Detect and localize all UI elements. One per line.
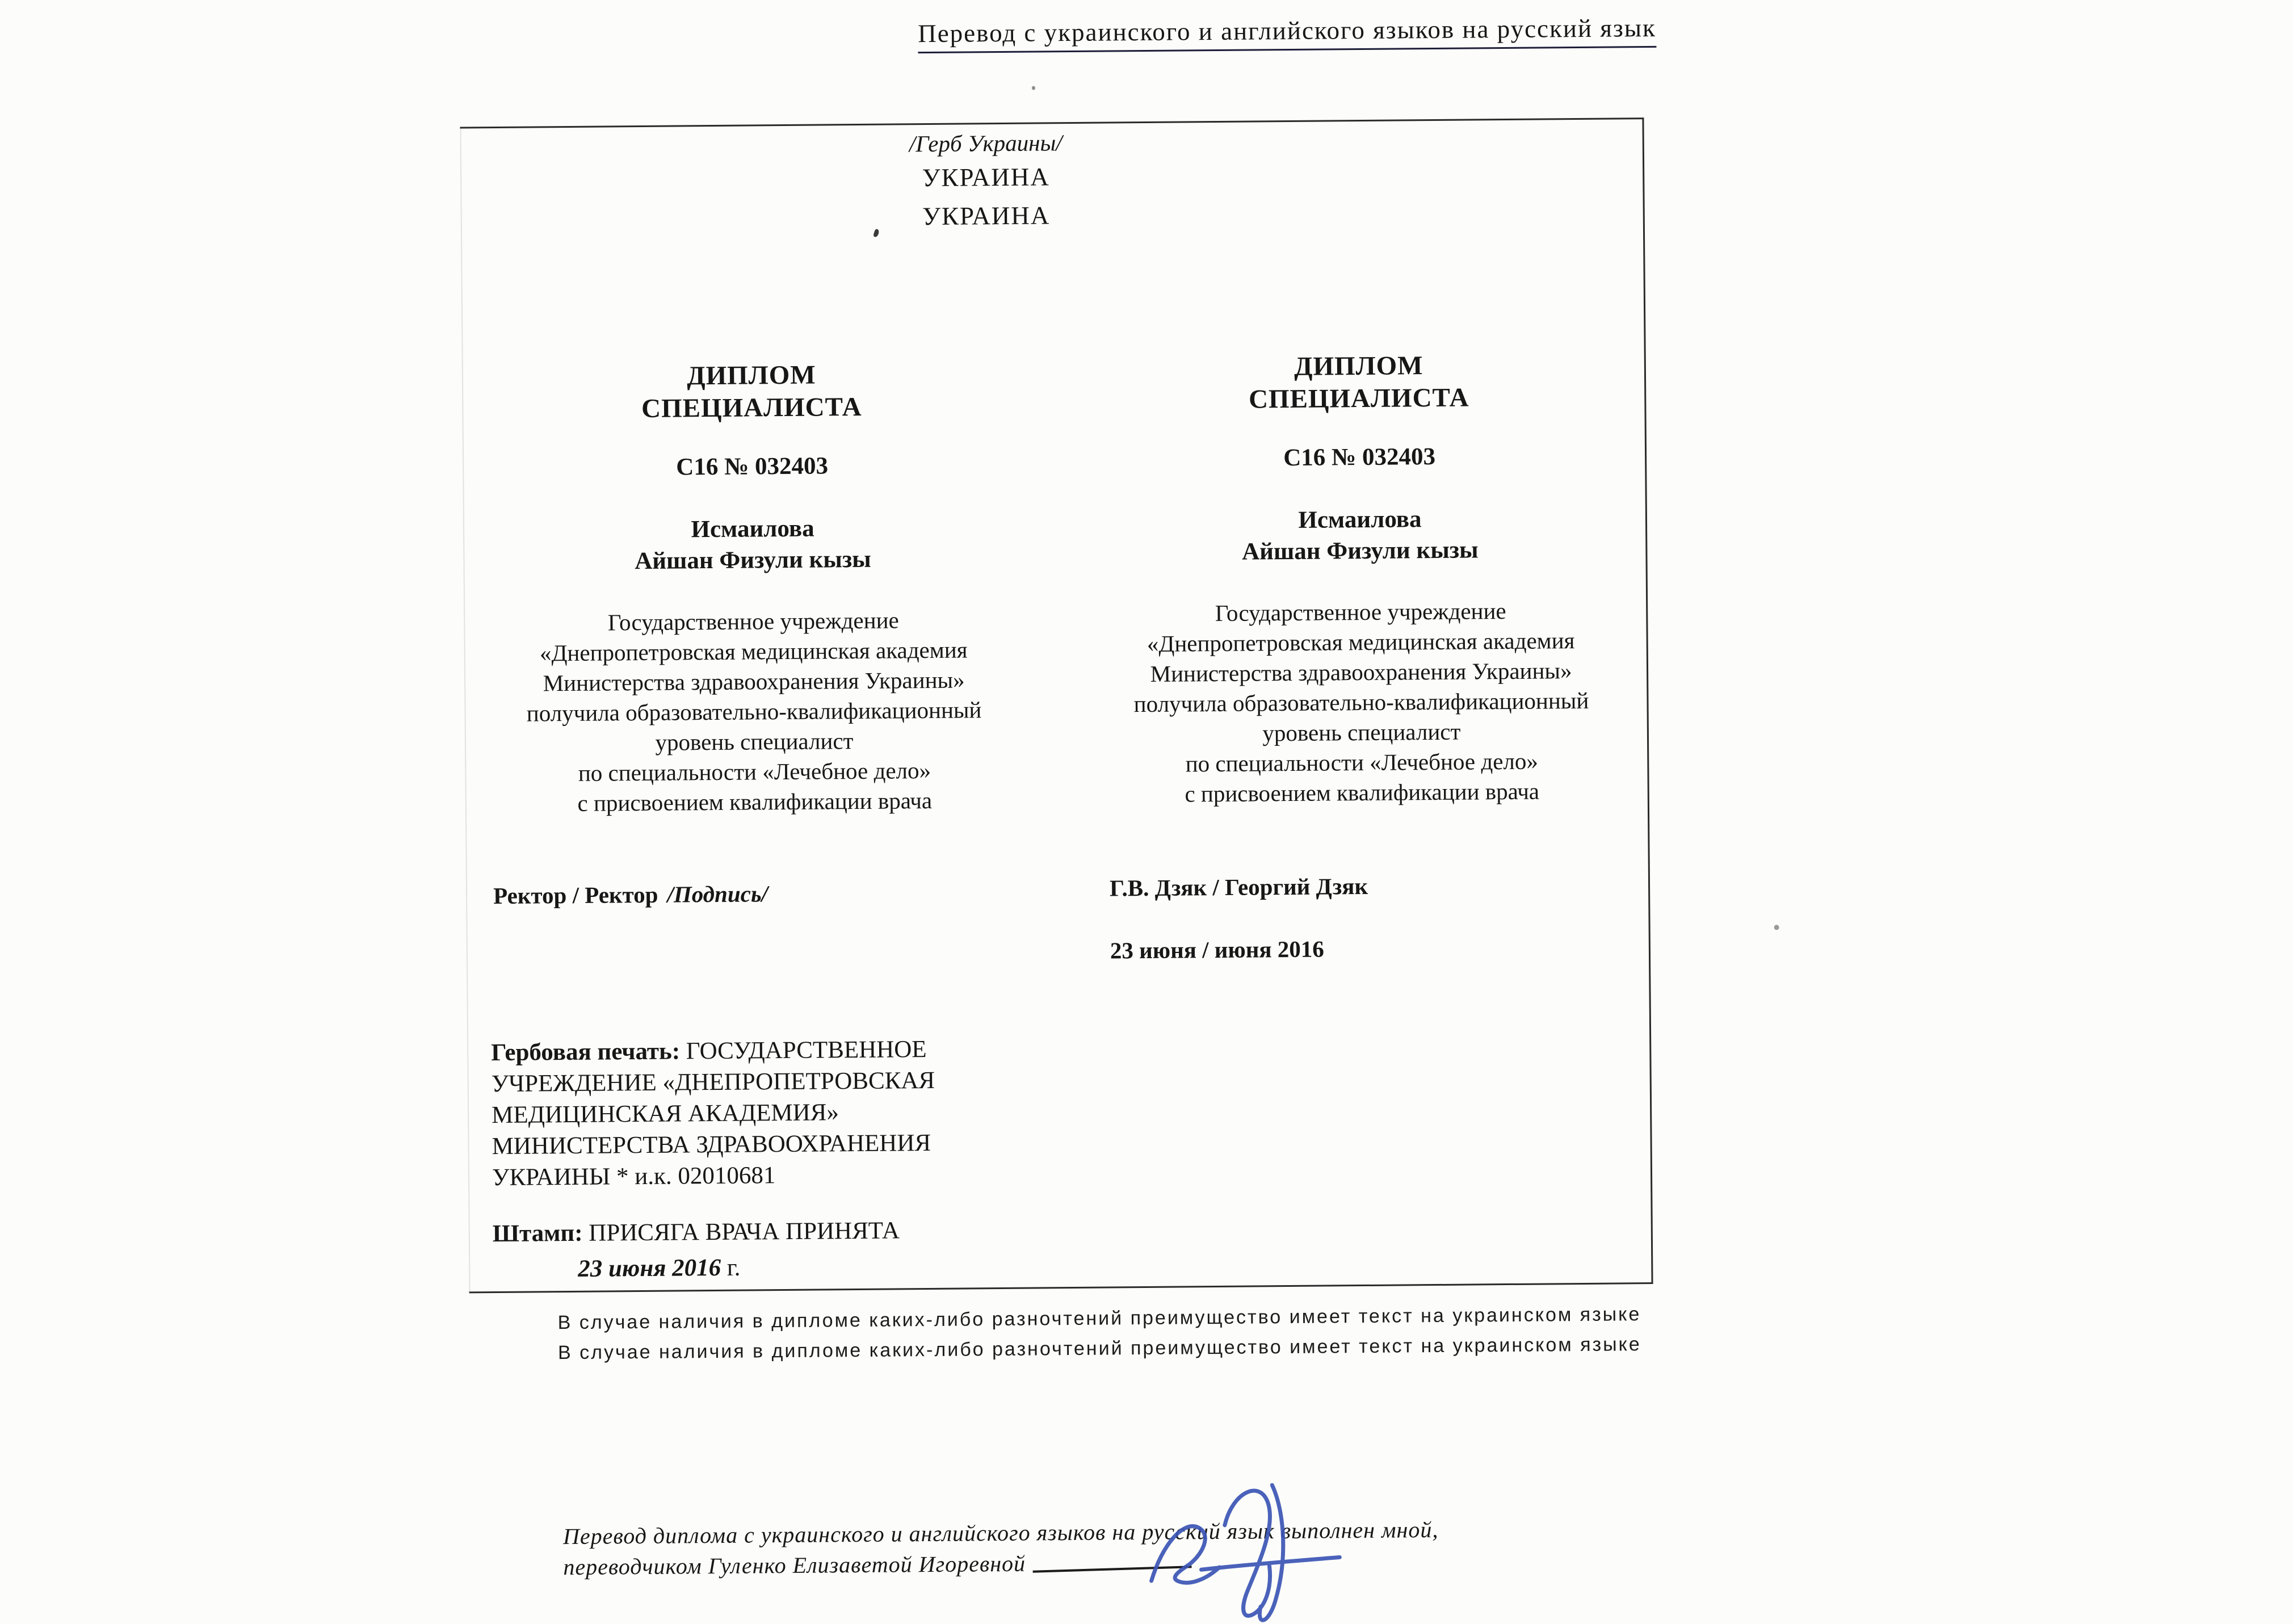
diploma-body-text: [498, 605, 1010, 819]
disclaimer-line2: В случае наличия в дипломе каких-либо разночтений преимущество имеет текст на украинском языке: [557, 1333, 1641, 1364]
attestation-line1: Перевод диплома с украинского и английского языков на русский язык выполнен мной,: [562, 1516, 1439, 1550]
body-line: Министерства здравоохранения Украины»: [543, 666, 965, 696]
stamp-line1: Штамп: ПРИСЯГА ВРАЧА ПРИНЯТА: [492, 1217, 900, 1248]
disclaimer-line1: В случае наличия в дипломе каких-либо разночтений преимущество имеет текст на украинском языке: [557, 1303, 1641, 1334]
body-line: Государственное учреждение: [1215, 598, 1506, 627]
diploma-title: [496, 358, 1007, 426]
body-line: «Днепропетровская медицинская академия: [539, 636, 968, 666]
diploma-title-line1: ДИПЛОМ: [687, 360, 816, 391]
seal-label: Гербовая печать:: [491, 1038, 681, 1067]
graduate-given-names: Айшан Физули кызы: [635, 545, 871, 575]
issue-date-line: 23 июня / июня 2016: [1110, 935, 1325, 964]
coat-of-arms-block: [816, 128, 1157, 232]
official-seal-transcription: [491, 1033, 1026, 1193]
seal-line: УКРАИНЫ * и.к. 02010681: [492, 1162, 776, 1191]
attestation-line2: переводчиком Гуленко Елизаветой Игоревной: [563, 1545, 1439, 1583]
body-line: уровень специалист: [655, 728, 854, 756]
body-line: по специальности «Лечебное дело»: [578, 757, 931, 786]
body-line: с присвоением квалификации врача: [1185, 778, 1540, 807]
diploma-title-line1: ДИПЛОМ: [1294, 351, 1423, 381]
body-line: получила образовательно-квалификационный: [526, 696, 982, 727]
stamp-transcription: [493, 1216, 900, 1283]
diploma-body-text: [1105, 595, 1618, 809]
graduate-name: [497, 511, 1009, 578]
body-line: получила образовательно-квалификационный: [1133, 687, 1589, 717]
coat-of-arms-note: /Герб Украины/: [909, 129, 1062, 157]
body-line: уровень специалист: [1262, 718, 1461, 746]
rector-name-line: Г.В. Дзяк / Георгий Дзяк: [1109, 872, 1368, 901]
translation-header: Перевод с украинского и английского языков на русский язык: [918, 13, 1656, 53]
body-line: Министерства здравоохранения Украины»: [1150, 657, 1572, 687]
stamp-line2: 23 июня 2016 г.: [578, 1254, 741, 1282]
graduate-name: [1104, 502, 1616, 568]
stamp-date: 23 июня 2016: [578, 1254, 721, 1282]
translator-attestation: [563, 1514, 1439, 1583]
signature-blank-line: [1032, 1560, 1191, 1573]
diploma-title-line2: СПЕЦИАЛИСТА: [641, 392, 862, 423]
seal-line: МИНИСТЕРСТВА ЗДРАВООХРАНЕНИЯ: [492, 1130, 931, 1160]
seal-line: Гербовая печать: ГОСУДАРСТВЕННОЕ: [491, 1036, 927, 1067]
signature-placeholder-note: /Подпись/: [667, 880, 768, 908]
body-line: по специальности «Лечебное дело»: [1185, 748, 1539, 777]
graduate-surname: Исмаилова: [1298, 506, 1422, 534]
seal-line: УЧРЕЖДЕНИЕ «ДНЕПРОПЕТРОВСКАЯ: [491, 1067, 935, 1098]
diploma-column-ukrainian: [496, 358, 1010, 819]
diploma-number: С16 № 032403: [1283, 443, 1436, 472]
box-right-border: [1642, 118, 1653, 1284]
scan-speck: [1774, 925, 1779, 930]
diploma-title-line2: СПЕЦИАЛИСТА: [1248, 383, 1469, 414]
body-line: с присвоением квалификации врача: [577, 787, 933, 816]
graduate-given-names: Айшан Физули кызы: [1241, 536, 1479, 565]
rector-signature-line: [493, 880, 768, 909]
box-top-border: [460, 118, 1644, 128]
country-name-line1: УКРАИНА: [922, 162, 1050, 192]
language-priority-disclaimer: [537, 1299, 1662, 1369]
diploma-column-english: [1103, 349, 1618, 810]
scan-speck: [1032, 86, 1035, 90]
body-line: Государственное учреждение: [607, 607, 899, 636]
rector-label: Ректор / Ректор: [493, 881, 658, 909]
country-name-line2: УКРАИНА: [922, 201, 1051, 231]
stamp-label: Штамп:: [492, 1219, 583, 1248]
box-left-border: [460, 127, 470, 1291]
graduate-surname: Исмаилова: [691, 515, 814, 543]
diploma-number: С16 № 032403: [676, 452, 829, 481]
box-bottom-border: [469, 1282, 1653, 1293]
diploma-title: [1103, 349, 1615, 417]
body-line: «Днепропетровская медицинская академия: [1146, 627, 1575, 657]
seal-line: МЕДИЦИНСКАЯ АКАДЕМИЯ»: [491, 1099, 839, 1129]
